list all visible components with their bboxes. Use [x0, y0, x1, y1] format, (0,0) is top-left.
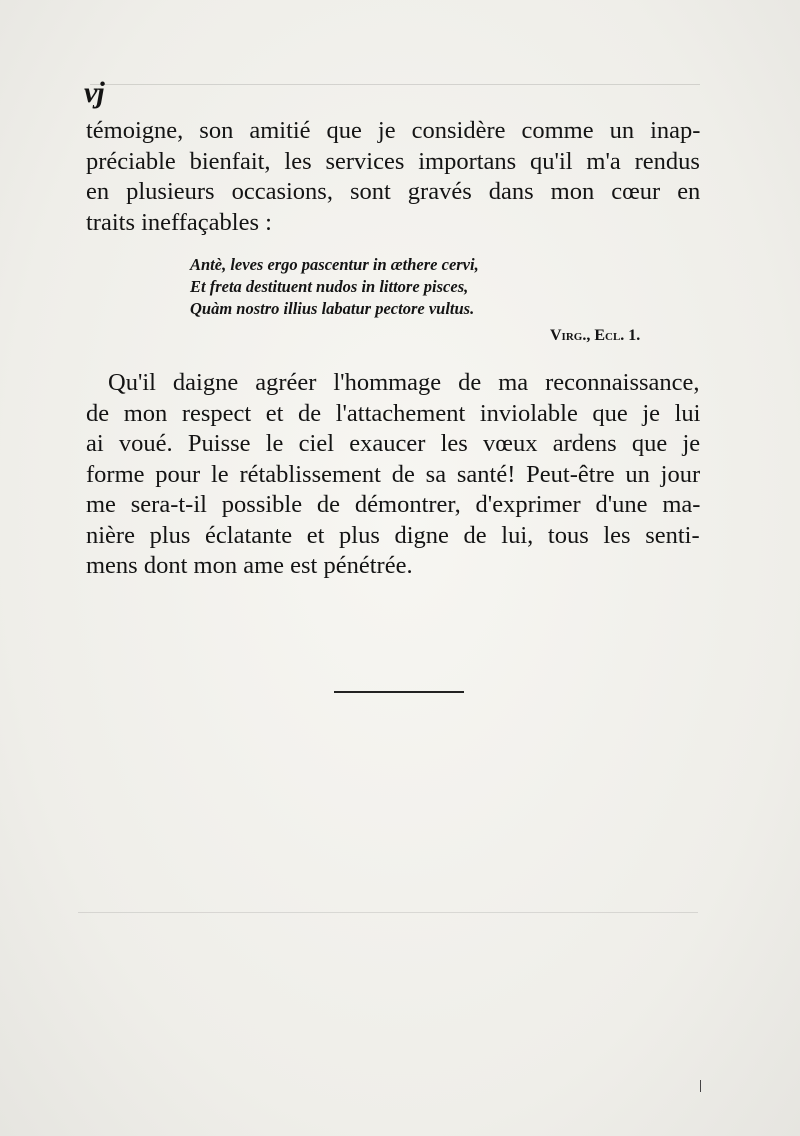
text-line: Qu'il daigne agréer l'hommage de ma reconnaissance, — [108, 369, 700, 396]
header-rule — [90, 84, 700, 85]
text-line: en plusieurs occasions, sont gravés dans mon cœur en — [86, 178, 700, 205]
show-through-footnote-rule — [78, 912, 698, 913]
text-line: mens dont mon ame est pénétrée. — [86, 552, 413, 579]
section-divider-rule — [334, 691, 464, 693]
quote-line: Et freta destituent nudos in littore pisces, — [190, 277, 469, 296]
dedication-paragraph-1 — [86, 116, 700, 238]
quote-line: Antè, leves ergo pascentur in æthere cervi, — [190, 255, 479, 274]
quote-line: Quàm nostro illius labatur pectore vultus. — [190, 299, 475, 318]
text-line: préciable bienfait, les services importans qu'il m'a rendus — [86, 147, 700, 175]
text-line: de mon respect et de l'attachement inviolable que je lui — [86, 399, 700, 427]
text-line: ai voué. Puisse le ciel exaucer les vœux ardens que je — [86, 430, 700, 457]
text-line: nière plus éclatante et plus digne de lui, tous les senti- — [86, 521, 700, 549]
text-line: traits ineffaçables : — [86, 208, 272, 236]
text-line: témoigne, son amitié que je considère comme un inap- — [86, 117, 700, 144]
text-line: me sera-t-il possible de démontrer, d'exprimer d'une ma- — [86, 491, 700, 518]
page-number: vj — [84, 76, 104, 109]
text-line: forme pour le rétablissement de sa santé! Peut-être un jour — [86, 460, 700, 488]
stray-ink-mark — [700, 1080, 701, 1092]
latin-quotation — [190, 254, 479, 320]
dedication-paragraph-2 — [86, 368, 700, 582]
quote-citation: Virg., Ecl. 1. — [550, 327, 641, 344]
